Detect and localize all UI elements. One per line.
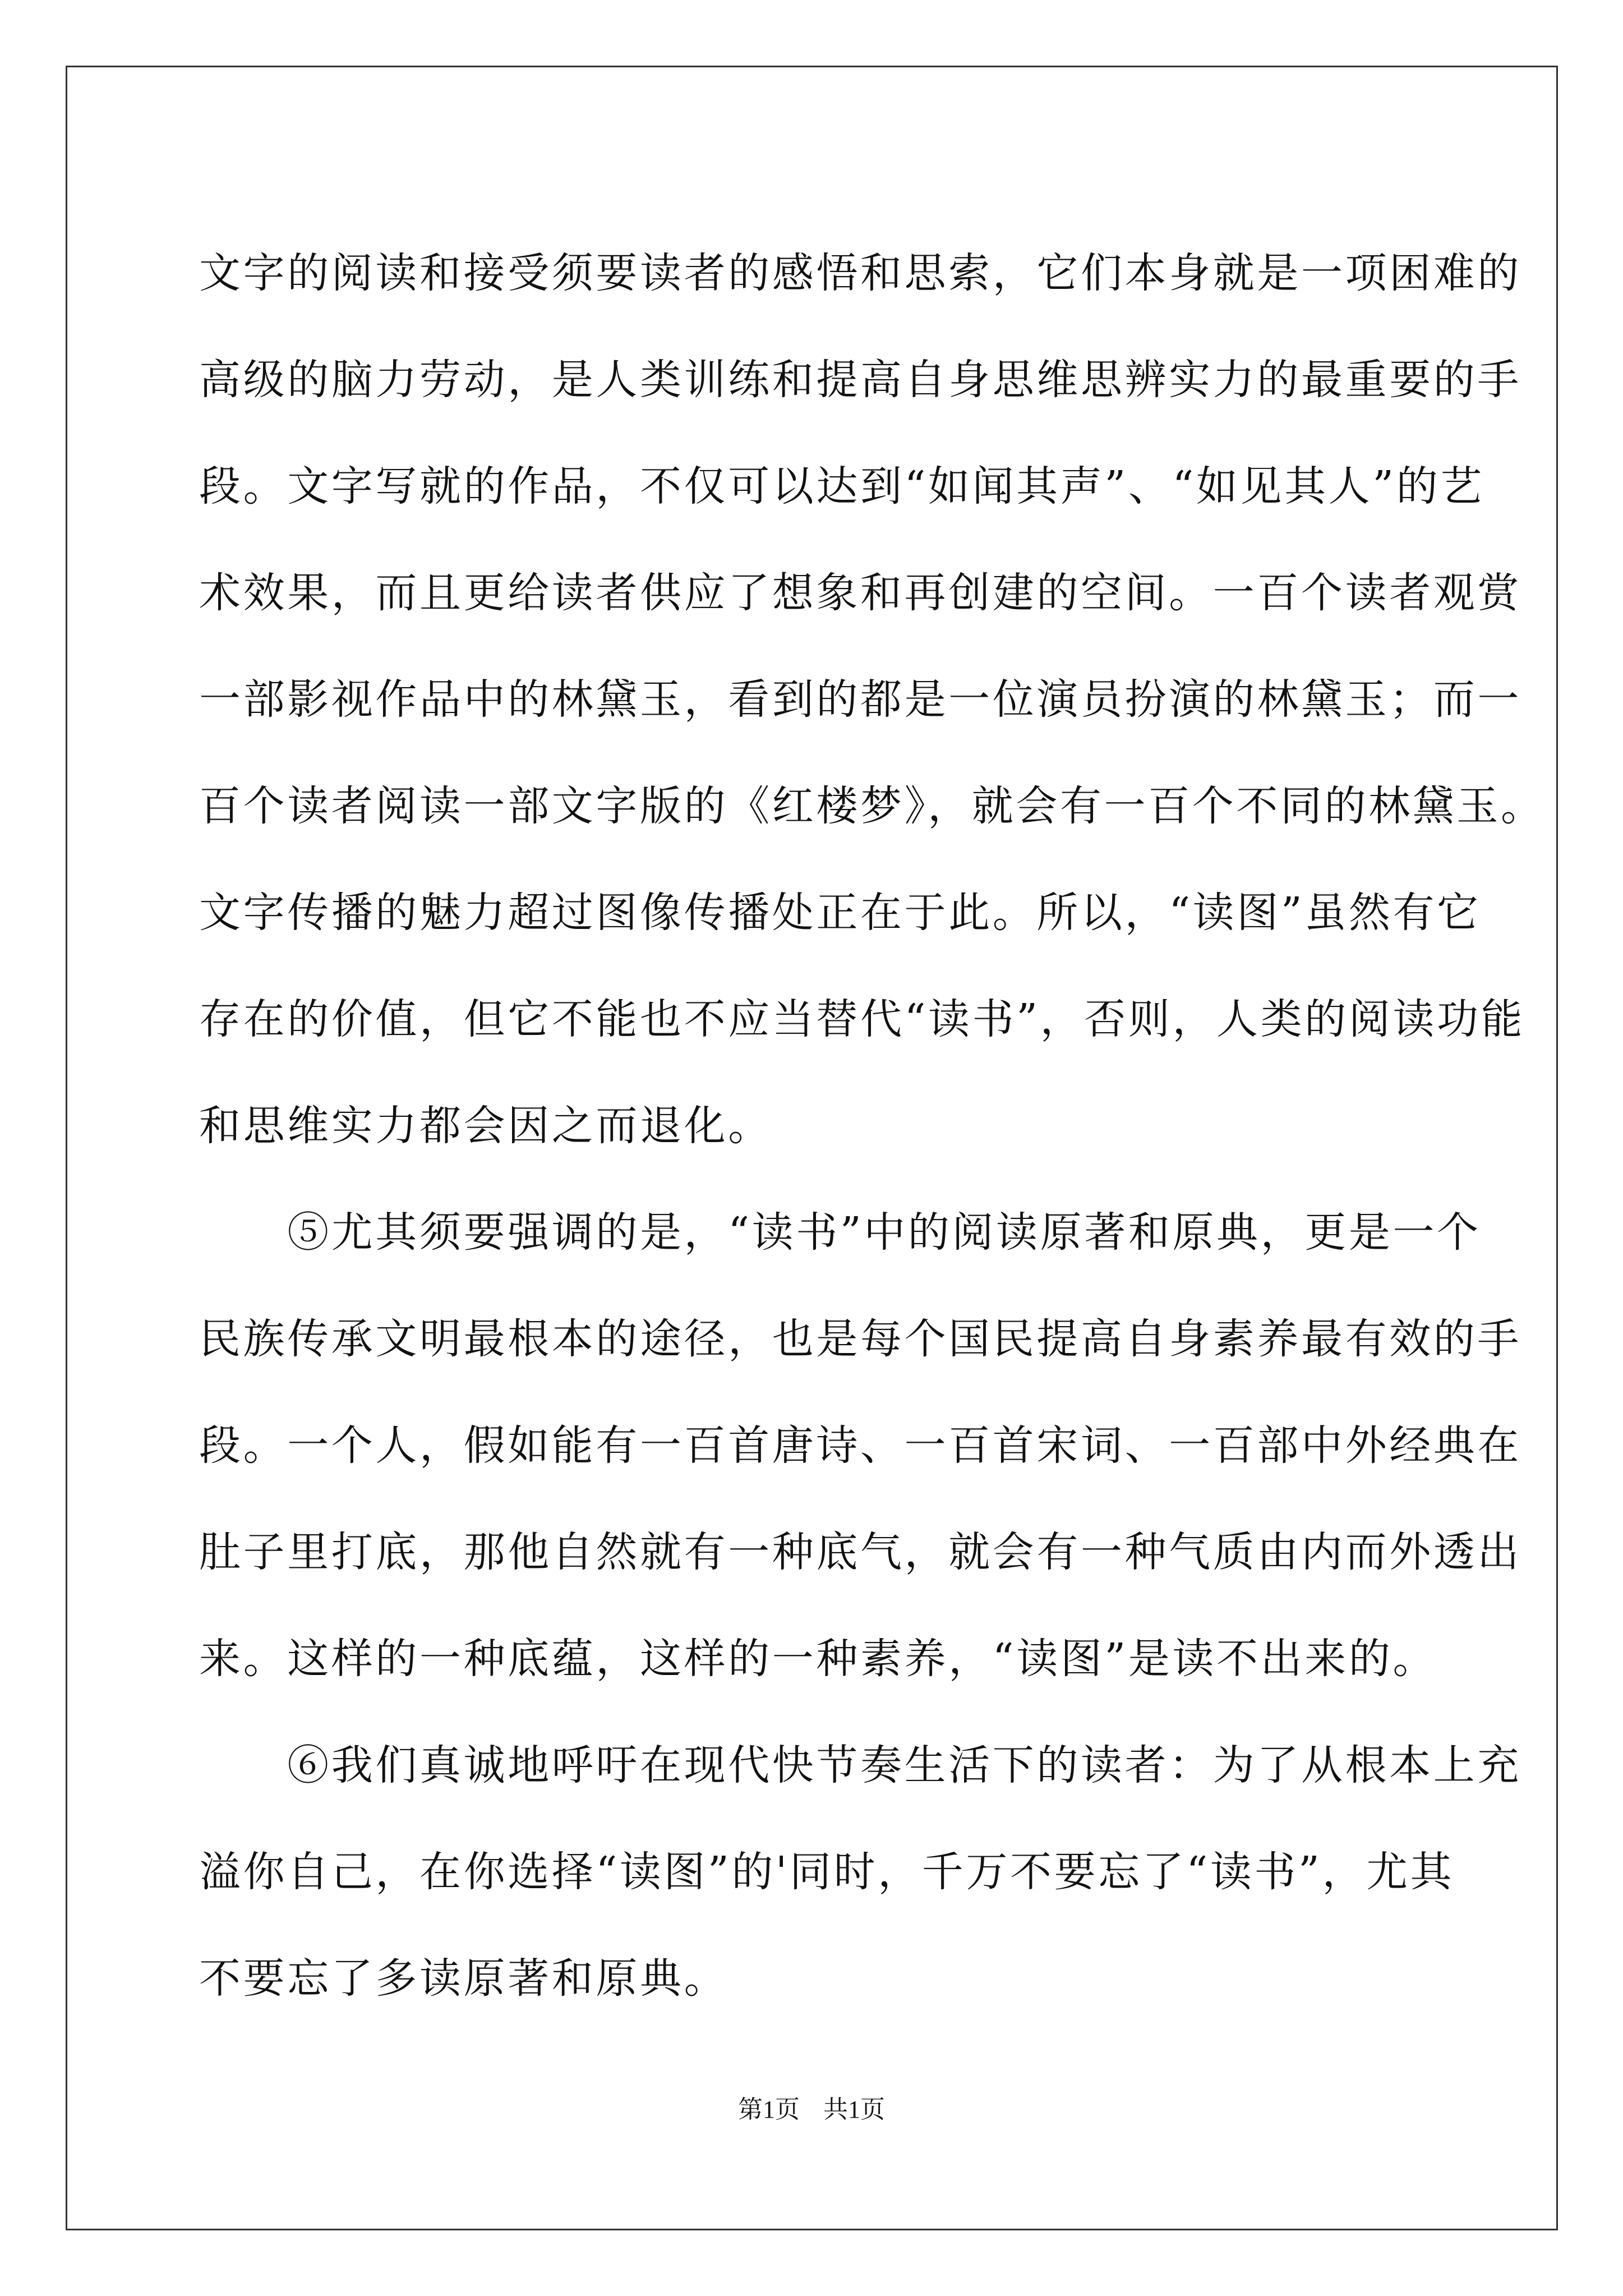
text-line: 高级的脑力劳动，是人类训练和提高自身思维思辨实力的最重要的手 xyxy=(199,356,1521,404)
text-line: 术效果，而且更给读者供应了想象和再创建的空间。一百个读者观赏 xyxy=(199,569,1521,617)
text-line: 存在的价值，但它不能也不应当替代“读书”，否则，人类的阅读功能 xyxy=(199,995,1525,1043)
text-line: 一部影视作品中的林黛玉，看到的都是一位演员扮演的林黛玉；而一 xyxy=(199,675,1521,724)
text-line: 百个读者阅读一部文字版的《红楼梦》，就会有一百个不同的林黛玉。 xyxy=(199,782,1545,830)
text-line: 不要忘了多读原著和原典。 xyxy=(199,1954,728,2003)
text-line: ⑤尤其须要强调的是，“读书”中的阅读原著和原典，更是一个 xyxy=(199,1208,1481,1257)
text-line: 民族传承文明最根本的途径，也是每个国民提高自身素养最有效的手 xyxy=(199,1315,1521,1363)
text-line: 肚子里打底，那他自然就有一种底气，就会有一种气质由内而外透出 xyxy=(199,1528,1521,1576)
text-line: ⑥我们真诚地呼吁在现代快节奏生活下的读者：为了从根本上充 xyxy=(199,1741,1521,1789)
text-line: 段。一个人，假如能有一百首唐诗、一百首宋词、一百部中外经典在 xyxy=(199,1421,1521,1470)
text-line: 溢你自己，在你选择“读图”的'同时，千万不要忘了“读书”，尤其 xyxy=(199,1848,1455,1896)
text-line: 和思维实力都会因之而退化。 xyxy=(199,1102,772,1150)
page-number: 第1页 xyxy=(738,2096,800,2123)
text-line: 文字传播的魅力超过图像传播处正在于此。所以，“读图”虽然有它 xyxy=(199,889,1481,937)
text-line: 来。这样的一种底蕴，这样的一种素养，“读图”是读不出来的。 xyxy=(199,1635,1437,1683)
document-body xyxy=(199,220,1545,2032)
text-line: 文字的阅读和接受须要读者的感悟和思索，它们本身就是一项困难的 xyxy=(199,249,1521,297)
page-footer xyxy=(0,2094,1623,2125)
text-line: 段。文字写就的作品，不仅可以达到“如闻其声”、“如见其人”的艺 xyxy=(199,462,1484,510)
page-total: 共1页 xyxy=(823,2096,885,2123)
